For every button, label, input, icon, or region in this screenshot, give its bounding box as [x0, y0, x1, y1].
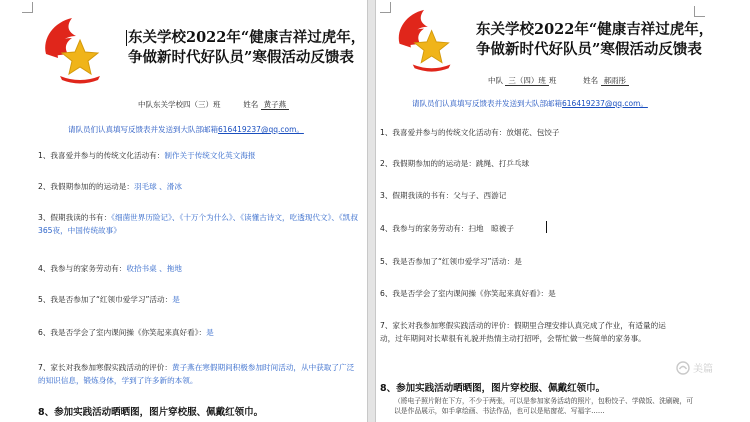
- margin-corner-mark: [380, 2, 391, 13]
- answer-5: 是: [514, 257, 522, 266]
- question-5: 5、我是否参加了“红领巾爱学习”活动：是: [380, 257, 522, 266]
- form-title-line2: 争做新时代好队员”寒假活动反馈表: [476, 41, 702, 58]
- question-3: 3、假期我读的书有：《细菌世界历险记》、《十万个为什么》、《读懂古诗文，吃透现代文》、《凯叔365夜，中国传统故事》: [38, 213, 358, 235]
- right-form-page: [376, 0, 750, 422]
- squad-label: 中队: [488, 76, 503, 85]
- question-6: 6、我是否学会了室内课间操《你笑起来真好看》：是: [38, 328, 214, 337]
- answer-4: 收拾书桌 、拖地: [126, 264, 182, 273]
- submission-instruction: 请队员们认真填写反馈表并发送到大队部邮箱616419237@qq.com。: [412, 99, 648, 108]
- name-value: 黄子燕: [261, 100, 290, 110]
- young-pioneer-logo: [392, 6, 458, 74]
- answer-2: 羽毛球 、滑冰: [133, 182, 182, 191]
- margin-corner-mark: [694, 6, 705, 17]
- answer-4: 扫地 晾被子: [468, 224, 514, 233]
- form-title-line1: 东关学校2022年“健康吉祥过虎年，: [128, 29, 366, 46]
- question-2: 2、我假期参加的的运动是：羽毛球 、滑冰: [38, 182, 182, 191]
- question-7: 7、家长对我参加寒假实践活动的评价：假期里合理安排认真完成了作业，有适量的运动，过年期间对长辈很有礼貌并热情主动打招呼，会帮忙做一些简单的家务事。: [380, 321, 666, 343]
- question-1: 1、我喜爱并参与的传统文化活动有：制作关于传统文化英文海报: [38, 151, 256, 160]
- meipian-watermark: [676, 360, 713, 375]
- squad-value: 东关学校四（三）班: [153, 100, 221, 109]
- answer-7: 假期里合理安排认真完成了作业，有适量的运动，过年期间对长辈很有礼貌并热情主动打招呼，会帮忙做一些简单的家务事。: [380, 321, 666, 343]
- page-gutter: [367, 0, 376, 422]
- question-5: 5、我是否参加了“红领巾爱学习”活动：是: [38, 295, 180, 304]
- answer-2: 跳绳、打乒乓球: [475, 159, 530, 168]
- question-1: 1、我喜爱并参与的传统文化活动有：放烟花、包饺子: [380, 128, 560, 137]
- watermark-icon: [676, 361, 690, 375]
- answer-5: 是: [172, 295, 180, 304]
- question-6: 6、我是否学会了室内课间操《你笑起来真好看》：是: [380, 289, 556, 298]
- name-value: 郝雨彤: [601, 76, 630, 86]
- squad-label: 中队: [138, 100, 153, 109]
- email-link[interactable]: 616419237@qq.com。: [562, 99, 648, 108]
- question-4: 4、我参与的家务劳动有：收拾书桌 、拖地: [38, 264, 182, 273]
- question-4: 4、我参与的家务劳动有：扫地 晾被子: [380, 224, 514, 233]
- section-8-heading: 8、参加实践活动晒晒图，图片穿校服、佩戴红领巾。: [380, 383, 606, 394]
- form-title-line2: 争做新时代好队员”寒假活动反馈表: [128, 49, 354, 66]
- question-7: 7、家长对我参加寒假实践活动的评价：黄子燕在寒假期间积极参加时间活动，从中获取了广泛的知识信息，锻炼身体，学到了许多新的本领。: [38, 363, 355, 385]
- squad-value: 三（四）班: [505, 76, 549, 86]
- question-2: 2、我假期参加的的运动是：跳绳、打乒乓球: [380, 159, 530, 168]
- email-link[interactable]: 616419237@qq.com。: [218, 125, 304, 134]
- squad-info: 中队 三（四）班 班 姓名 郝雨彤: [488, 75, 629, 86]
- watermark-text: 美篇: [693, 364, 713, 375]
- answer-1: 制作关于传统文化英文海报: [164, 151, 256, 160]
- young-pioneer-logo: [38, 14, 108, 86]
- name-label: 姓名: [243, 100, 259, 109]
- name-label: 姓名: [583, 76, 599, 85]
- answer-6: 是: [206, 328, 214, 337]
- text-cursor: [546, 221, 547, 233]
- answer-1: 放烟花、包饺子: [506, 128, 560, 137]
- squad-info: [138, 99, 289, 110]
- question-3: 3、假期我读的书有：父与子、西游记: [380, 191, 507, 200]
- form-title-line1: 东关学校2022年“健康吉祥过虎年，: [476, 21, 714, 38]
- answer-3: 父与子、西游记: [453, 191, 507, 200]
- section-8-note: （將电子照片附在下方，不少于两张，可以是参加家务活动的照片，包粉饺子、学做饭、洗刷碗，可以是作品展示，如手拿绘画、书法作品，也可以是贴窗花、写福字……: [394, 397, 694, 415]
- answer-7: 黄子燕在寒假期间积极参加时间活动，从中获取了广泛的知识信息，锻炼身体，学到了许多新的本领。: [38, 363, 355, 385]
- left-form-page: [0, 0, 367, 422]
- submission-instruction: 请队员们认真填写反馈表并发送到大队部邮箱616419237@qq.com。: [68, 125, 304, 134]
- text-cursor: [126, 30, 127, 46]
- answer-6: 是: [548, 289, 556, 298]
- answer-3: 《细菌世界历险记》、《十万个为什么》、《读懂古诗文，吃透现代文》、《凯叔365夜，中国传统故事》: [38, 213, 358, 235]
- section-8-heading: 8、参加实践活动晒晒图，图片穿校服、佩戴红领巾。: [38, 407, 264, 418]
- margin-corner-mark: [22, 2, 33, 13]
